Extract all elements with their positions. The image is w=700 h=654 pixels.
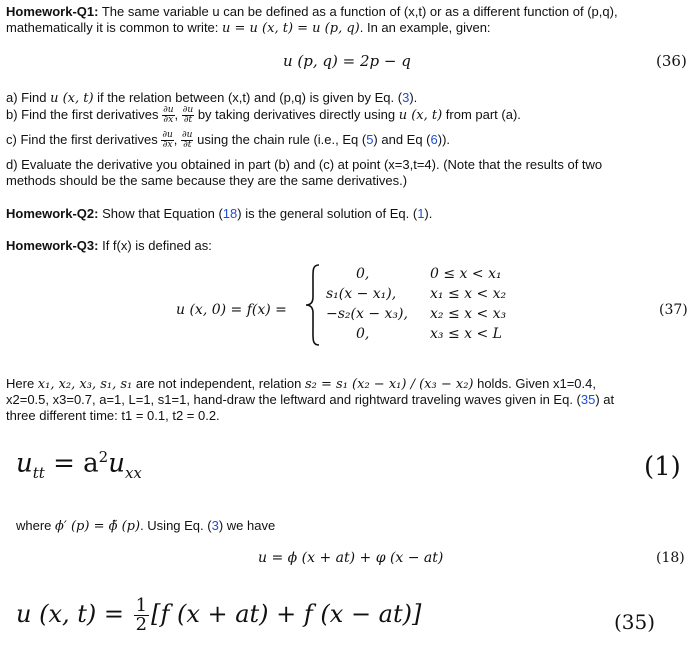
eq37-number: (37): [659, 302, 688, 318]
q1-part-b: [6, 106, 521, 125]
q1-part-c: [6, 131, 450, 150]
part-b-pre: b) Find the first derivatives: [6, 106, 163, 122]
case-expression: −s₂(x − x₃),: [326, 306, 408, 322]
q2-line: [6, 206, 432, 221]
eq1-sup: 2: [98, 448, 109, 466]
eq35-half-num: 1: [135, 595, 148, 616]
eq1-u-rhs: u: [108, 448, 125, 479]
q3-text: If f(x) is defined as:: [98, 238, 212, 253]
ref-eq18: 18: [222, 206, 238, 221]
case-expression: 0,: [356, 326, 370, 342]
eq35-number: (35): [614, 610, 656, 634]
case-condition: 0 ≤ x < x₁: [430, 266, 502, 282]
where-math: ϕ′ (p) = ϕ̃ (p): [55, 519, 141, 534]
frac-num: ∂u: [182, 130, 193, 140]
here-mid: are not independent, relation: [132, 376, 305, 391]
where-pre: where: [16, 518, 56, 533]
q2-pre: Show that Equation (: [98, 206, 223, 221]
where-post: ) we have: [218, 518, 276, 533]
eq37-brace-icon: [304, 263, 322, 347]
q1-heading: Homework-Q1:: [6, 4, 99, 19]
q1-line2: [6, 20, 491, 36]
frac-num: ∂u: [162, 130, 173, 140]
ref-eq1: 1: [417, 206, 425, 221]
part-c-mid: using the chain rule (i.e., Eq (: [193, 131, 367, 147]
part-c-pre: c) Find the first derivatives: [6, 131, 162, 147]
eq35-expression: [16, 597, 421, 634]
frac-num: ∂u: [182, 105, 194, 115]
ref-eq3: 3: [402, 90, 410, 105]
part-a-post: ).: [409, 90, 418, 105]
part-c-and: ) and Eq (: [373, 131, 431, 147]
frac-du-dt: [182, 106, 194, 125]
eq35-half-den: 2: [135, 614, 148, 635]
q1-intro-text: The same variable u can be defined as a function of (x,t) or as a different function of (p,q),: [98, 4, 618, 19]
eq36-expression: u (p, q) = 2p − q: [283, 52, 411, 70]
here2-pre: x2=0.5, x3=0.7, a=1, L=1, s1=1, hand-draw the leftward and rightward traveling waves given in Eq. (: [6, 392, 581, 407]
q3-here-line1: [6, 376, 596, 392]
here-pre: Here: [6, 376, 38, 391]
eq1-number: (1): [644, 452, 681, 482]
where-line: [16, 518, 275, 534]
part-a-pre: a) Find: [6, 90, 51, 105]
case-condition: x₁ ≤ x < x₂: [430, 286, 507, 302]
q1-part-a: [6, 90, 417, 106]
part-b-math: u (x, t): [398, 107, 443, 123]
frac-den: ∂t: [183, 115, 193, 125]
frac-num: ∂u: [163, 105, 174, 115]
eq37-lhs: u (x, 0) = f(x) =: [176, 302, 287, 318]
case-expression: s₁(x − x₁),: [326, 286, 397, 302]
q3-here-line3: three different time: t1 = 0.1, t2 = 0.2.: [6, 408, 220, 423]
frac-du-dx: [162, 106, 174, 125]
q2-heading: Homework-Q2:: [6, 206, 99, 221]
here-math-relation: s₂ = s₁ (x₂ − x₁) / (x₃ − x₂): [305, 377, 474, 392]
part-b-post: from part (a).: [442, 106, 521, 122]
here-math-vars: x₁, x₂, x₃, s₁, s₁: [37, 377, 133, 392]
eq1-sub-xx: xx: [124, 463, 142, 482]
ref-eq5: 5: [366, 131, 374, 147]
frac-du-dx: [161, 131, 173, 150]
q1-part-d-line2: methods should be the same because they are the same derivatives.): [6, 173, 408, 188]
q1-line2-text: mathematically it is common to write:: [6, 20, 223, 35]
q2-post: ).: [424, 206, 433, 221]
q3-line: [6, 238, 212, 253]
where-mid: . Using Eq. (: [140, 518, 212, 533]
q1-line2-math: u = u (x, t) = u (p, q): [222, 21, 360, 36]
eq1-sub-tt: tt: [32, 463, 45, 482]
ref-eq6: 6: [430, 131, 438, 147]
eq36-number: (36): [656, 52, 687, 70]
part-a-mid: if the relation between (x,t) and (p,q) is given by Eq. (: [93, 90, 403, 105]
ref-eq35: 35: [580, 392, 596, 407]
eq1-expression: [16, 448, 142, 482]
here2-post: ) at: [595, 392, 615, 407]
frac-du-dt: [181, 131, 193, 150]
part-c-post: )).: [437, 131, 451, 147]
q2-mid: ) is the general solution of Eq. (: [237, 206, 418, 221]
q1-line1: [6, 4, 618, 19]
eq18-number: (18): [656, 550, 685, 566]
eq1-equals-a: = a: [44, 448, 99, 479]
case-expression: 0,: [356, 266, 370, 282]
q1-line2-tail: . In an example, given:: [359, 20, 491, 35]
case-condition: x₂ ≤ x < x₃: [430, 306, 507, 322]
frac-den: ∂t: [183, 140, 192, 150]
eq35-rhs: [f (x + at) + f (x − at)]: [151, 600, 422, 628]
ref-eq3-b: 3: [211, 518, 219, 533]
here-post: holds. Given x1=0.4,: [473, 376, 596, 391]
case-condition: x₃ ≤ x < L: [430, 326, 502, 342]
q3-heading: Homework-Q3:: [6, 238, 99, 253]
q1-part-d-line1: d) Evaluate the derivative you obtained in part (b) and (c) at point (x=3,t=4). (Note that the results of two: [6, 157, 603, 172]
eq35-lhs: u (x, t) =: [16, 600, 132, 628]
frac-den: ∂x: [163, 115, 174, 125]
q3-here-line2: [6, 392, 614, 407]
frac-den: ∂x: [162, 140, 173, 150]
part-a-math: u (x, t): [50, 91, 94, 106]
eq35-half-fraction: [134, 597, 149, 634]
eq1-u: u: [16, 448, 33, 479]
comma: ,: [174, 106, 179, 122]
eq18-expression: u = ϕ (x + at) + φ (x − at): [258, 550, 444, 566]
comma: ,: [173, 131, 178, 147]
part-b-mid: by taking derivatives directly using: [194, 106, 399, 122]
